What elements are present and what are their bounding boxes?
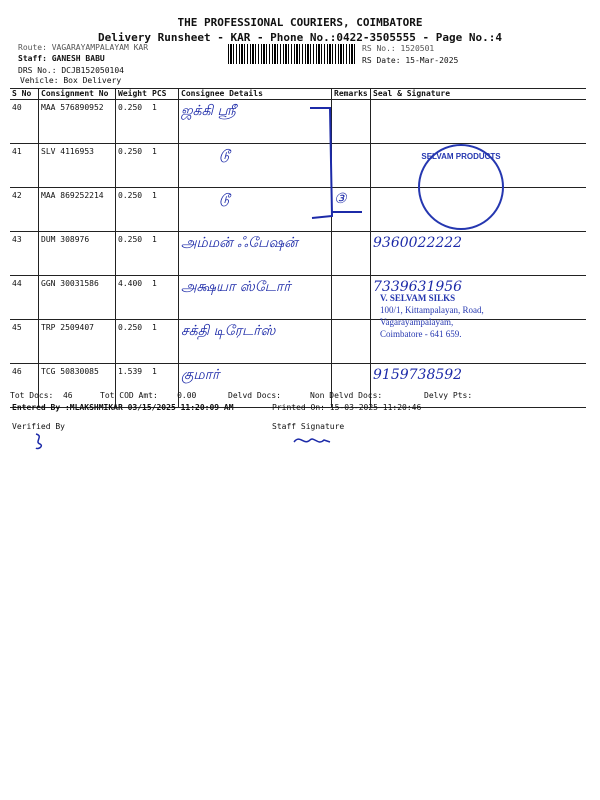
table-row xyxy=(10,232,586,276)
weight-cell: 0.250 xyxy=(116,144,151,188)
seal-cell xyxy=(371,100,587,144)
pcs-cell: 1 xyxy=(150,320,179,364)
col-pcs: PCS xyxy=(150,89,179,100)
stamp-line: Vagarayampalayam, xyxy=(380,317,454,327)
route-label: Route: VAGARAYAMPALAYAM KAR xyxy=(18,43,149,52)
verified-by-label: Verified By xyxy=(12,422,65,431)
col-weight: Weight xyxy=(116,89,151,100)
weight-cell: 0.250 xyxy=(116,320,151,364)
stamp-text: SELVAM PRODUCTS xyxy=(421,152,501,161)
col-consignment: Consignment No xyxy=(39,89,116,100)
runsheet-subtitle: Delivery Runsheet - KAR - Phone No.:0422-3505555 - Page No.:4 xyxy=(98,31,502,44)
consignee-cell: அம்மன் ஃபேஷன் xyxy=(179,232,332,276)
seal-cell: 9159738592 xyxy=(371,364,587,408)
company-title: THE PROFESSIONAL COURIERS, COIMBATORE xyxy=(177,16,423,29)
stamp-line: V. SELVAM SILKS xyxy=(380,293,456,303)
rs-date: RS Date: 15-Mar-2025 xyxy=(362,56,459,65)
stamp-line: 100/1, Kittampalayan, Road, xyxy=(380,305,484,315)
consignment-cell: MAA 576890952 xyxy=(39,100,116,144)
remarks-cell xyxy=(332,276,371,320)
bracket-annotation xyxy=(300,104,390,234)
table-row xyxy=(10,100,586,144)
seal-cell: 9360022222 xyxy=(371,232,587,276)
stamp-line: Coimbatore - 641 659. xyxy=(380,329,462,339)
table-row xyxy=(10,276,586,320)
consignment-cell: TRP 2509407 xyxy=(39,320,116,364)
consignee-cell: குமார் xyxy=(179,364,332,408)
pcs-cell: 1 xyxy=(150,188,179,232)
weight-cell: 0.250 xyxy=(116,188,151,232)
company-stamp xyxy=(418,144,504,230)
weight-cell: 0.250 xyxy=(116,100,151,144)
weight-cell: 4.400 xyxy=(116,276,151,320)
total-docs: Tot Docs: 46 xyxy=(10,391,73,400)
weight-cell: 1.539 xyxy=(116,364,151,408)
pcs-cell: 1 xyxy=(150,144,179,188)
sno-cell: 45 xyxy=(10,320,39,364)
printed-on: Printed On: 15-03-2025 11:20:46 xyxy=(272,403,422,412)
remarks-cell: ③ xyxy=(332,188,371,232)
verified-signature xyxy=(30,432,50,452)
sno-cell: 46 xyxy=(10,364,39,408)
table-row xyxy=(10,320,586,364)
consignment-cell: SLV 4116953 xyxy=(39,144,116,188)
table-row xyxy=(10,364,586,408)
remarks-cell xyxy=(332,364,371,408)
consignment-cell: MAA 869252214 xyxy=(39,188,116,232)
address-stamp xyxy=(380,292,484,340)
staff-signature xyxy=(292,432,332,450)
sno-cell: 42 xyxy=(10,188,39,232)
runsheet-table xyxy=(10,88,586,408)
sno-cell: 44 xyxy=(10,276,39,320)
consignee-cell: டூ xyxy=(179,188,332,232)
consignee-cell: சக்தி டிரேடர்ஸ் xyxy=(179,320,332,364)
remarks-cell xyxy=(332,232,371,276)
weight-cell: 0.250 xyxy=(116,232,151,276)
delivered-docs: Delvd Docs: xyxy=(228,391,281,400)
consignment-cell: GGN 30031586 xyxy=(39,276,116,320)
table-header-row xyxy=(10,89,586,100)
entered-by: Entered By :MLAKSHMIKAR 03/15/2025 11:20:09 AM xyxy=(12,403,234,412)
pcs-cell: 1 xyxy=(150,364,179,408)
sno-cell: 43 xyxy=(10,232,39,276)
rs-number: RS No.: 1520501 xyxy=(362,44,435,53)
staff-signature-label: Staff Signature xyxy=(272,422,345,431)
seal-cell: 7339631956 xyxy=(371,276,587,320)
sno-cell: 40 xyxy=(10,100,39,144)
col-seal: Seal & Signature xyxy=(371,89,587,100)
vehicle-label: Vehicle: Box Delivery xyxy=(20,76,122,85)
col-sno: S No xyxy=(10,89,39,100)
remarks-cell xyxy=(332,320,371,364)
consignment-cell: TCG 50830085 xyxy=(39,364,116,408)
drs-number: DRS No.: DCJB152050104 xyxy=(18,66,124,75)
total-cod: Tot COD Amt: 0.00 xyxy=(100,391,197,400)
consignee-cell: அக்ஷயா ஸ்டோர் xyxy=(179,276,332,320)
staff-label: Staff: GANESH BABU xyxy=(18,54,105,63)
sno-cell: 41 xyxy=(10,144,39,188)
delivery-points: Delvy Pts: xyxy=(424,391,473,400)
col-consignee: Consignee Details xyxy=(179,89,332,100)
pcs-cell: 1 xyxy=(150,100,179,144)
barcode xyxy=(228,44,356,64)
pcs-cell: 1 xyxy=(150,276,179,320)
consignment-cell: DUM 308976 xyxy=(39,232,116,276)
col-remarks: Remarks xyxy=(332,89,371,100)
non-delivered-docs: Non Delvd Docs: xyxy=(310,391,383,400)
consignee-cell: ஜக்கி ஸ்ரீ xyxy=(179,100,332,144)
pcs-cell: 1 xyxy=(150,232,179,276)
consignee-cell: டூ xyxy=(179,144,332,188)
